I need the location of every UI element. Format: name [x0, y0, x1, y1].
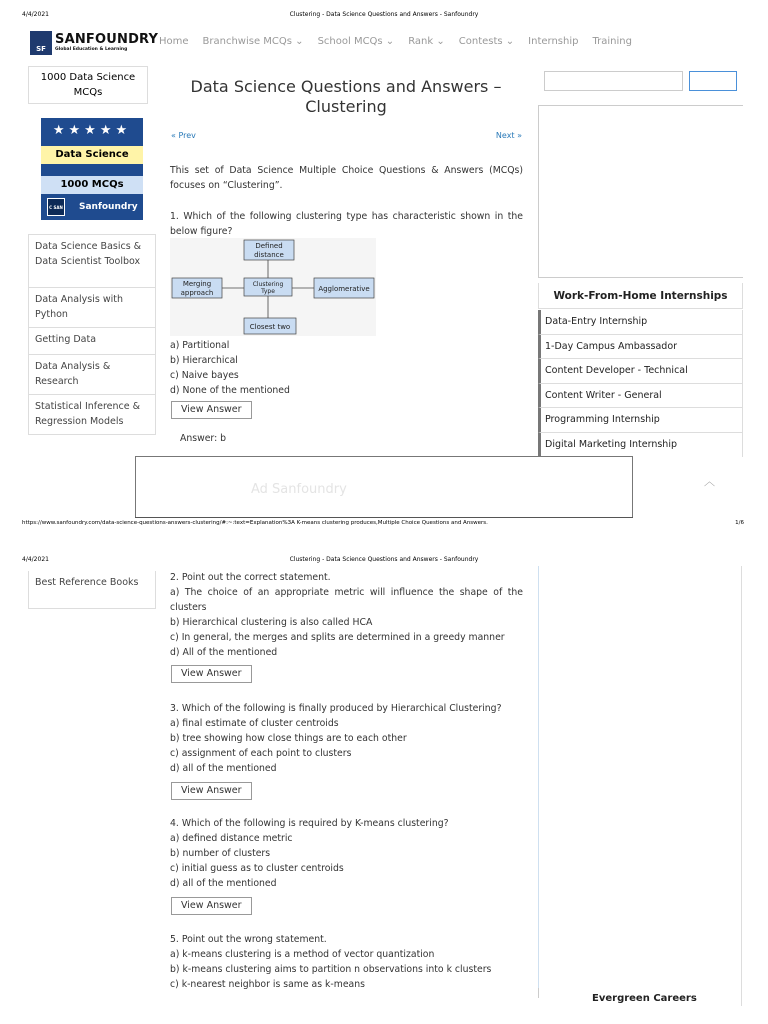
- search-input[interactable]: [544, 71, 683, 91]
- intro-text: [170, 163, 523, 193]
- diagram-right: Agglomerative: [318, 285, 370, 293]
- q3-text: 3. Which of the following is finally produced by Hierarchical Clustering?: [170, 703, 502, 714]
- book-subject: Data Science: [41, 146, 143, 164]
- q4-option-d: d) all of the mentioned: [170, 878, 277, 889]
- sidebar-item-python[interactable]: Data Analysis with Python: [28, 288, 156, 328]
- diagram-top-l2: distance: [254, 251, 284, 259]
- question-5: [170, 932, 523, 992]
- wfh-item-content-developer[interactable]: Content Developer - Technical: [538, 359, 743, 384]
- diagram-node-left: [172, 278, 222, 298]
- view-answer-button[interactable]: View Answer: [171, 401, 252, 419]
- q1-option-b: b) Hierarchical: [170, 355, 238, 366]
- diagram-top-l1: Defined: [255, 242, 283, 250]
- question-1-options: [170, 338, 523, 446]
- wfh-item-digital-marketing[interactable]: Digital Marketing Internship: [538, 433, 743, 458]
- pagination-links: [171, 131, 522, 140]
- q5-text: 5. Point out the wrong statement.: [170, 934, 327, 945]
- q1-option-a: a) Partitional: [170, 340, 230, 351]
- stars-icon: ★★★★★: [52, 123, 132, 138]
- view-answer-button[interactable]: View Answer: [171, 782, 252, 800]
- search-button[interactable]: [689, 71, 737, 91]
- question-4: [170, 816, 523, 915]
- diagram-center-l2: Type: [261, 288, 275, 295]
- wfh-internships-list: [538, 310, 743, 457]
- print-url: https://www.sanfoundry.com/data-science-questions-answers-clustering/#:~:text=Explanation%3A K-means clustering produces,Multiple Choice Questions and Answers.: [22, 520, 488, 526]
- q5-option-c: c) k-nearest neighbor is same as k-means: [170, 979, 365, 990]
- diagram-node-top: [244, 240, 294, 260]
- diagram-node-right: [314, 278, 374, 298]
- sidebar-item-best-reference-books[interactable]: Best Reference Books: [28, 571, 156, 609]
- nav-internship[interactable]: Internship: [528, 36, 579, 47]
- sidebar-box-title[interactable]: 1000 Data Science MCQs: [28, 66, 148, 104]
- intro-paragraph: This set of Data Science Multiple Choice Questions & Answers (MCQs) focuses on “Clustering”.: [170, 165, 523, 191]
- diagram-node-bottom: [244, 318, 296, 334]
- right-column-bottom-border: [538, 988, 539, 998]
- evergreen-careers-title: Evergreen Careers: [592, 993, 697, 1004]
- diagram-left-l2: approach: [180, 289, 214, 297]
- diagram-center-l1: Clustering: [252, 281, 284, 288]
- wfh-item-content-writer[interactable]: Content Writer - General: [538, 384, 743, 409]
- q3-option-b: b) tree showing how close things are to each other: [170, 733, 407, 744]
- nav-school-mcqs[interactable]: School MCQs ⌄: [317, 36, 395, 47]
- q2-option-d: d) All of the mentioned: [170, 647, 278, 658]
- nav-contests[interactable]: Contests ⌄: [458, 36, 515, 47]
- print-page-number: 1/6: [735, 520, 744, 526]
- wfh-item-programming[interactable]: Programming Internship: [538, 408, 743, 433]
- publisher-logo-icon: C SAN: [47, 198, 65, 216]
- book-publisher: Sanfoundry: [79, 202, 138, 212]
- question-3: [170, 701, 523, 800]
- q3-option-d: d) all of the mentioned: [170, 763, 277, 774]
- nav-training[interactable]: Training: [592, 36, 632, 47]
- q5-option-b: b) k-means clustering aims to partition n observations into k clusters: [170, 964, 492, 975]
- print-title-2: Clustering - Data Science Questions and Answers - Sanfoundry: [289, 556, 479, 563]
- diagram-node-center: [244, 278, 292, 296]
- diagram-bottom: Closest two: [249, 323, 291, 331]
- page-title: Data Science Questions and Answers – Clustering: [190, 77, 502, 116]
- q2-option-b: b) Hierarchical clustering is also called HCA: [170, 617, 373, 628]
- prev-link[interactable]: « Prev: [171, 131, 196, 140]
- logo-mark: SF: [30, 31, 52, 55]
- print-date: 4/4/2021: [22, 11, 49, 18]
- nav-branchwise-mcqs[interactable]: Branchwise MCQs ⌄: [202, 36, 304, 47]
- logo-name: SANFOUNDRY: [55, 32, 159, 47]
- sidebar-menu-page-2: [28, 571, 156, 609]
- question-1-text: 1. Which of the following clustering type has characteristic shown in the below figure?: [170, 211, 523, 237]
- q4-option-b: b) number of clusters: [170, 848, 271, 859]
- chevron-up-icon[interactable]: ︿: [704, 475, 715, 488]
- clustering-diagram: [170, 238, 376, 336]
- right-column-border-outer: [741, 566, 742, 1006]
- q2-option-c: c) In general, the merges and splits are determined in a greedy manner: [170, 632, 505, 643]
- q4-text: 4. Which of the following is required by K-means clustering?: [170, 818, 449, 829]
- ad-faded-text: Ad Sanfoundry: [251, 482, 347, 497]
- book-cover-image[interactable]: [41, 118, 143, 220]
- q1-answer: Answer: b: [180, 433, 227, 444]
- next-link[interactable]: Next »: [495, 131, 522, 140]
- ad-frame: [538, 105, 743, 278]
- right-column-border: [538, 566, 539, 996]
- ad-divider: [135, 517, 633, 518]
- wfh-item-campus-ambassador[interactable]: 1-Day Campus Ambassador: [538, 335, 743, 360]
- sidebar-item-statistical-inference[interactable]: Statistical Inference & Regression Models: [28, 395, 156, 435]
- diagram-left-l1: Merging: [182, 280, 212, 288]
- q4-option-c: c) initial guess as to cluster centroids: [170, 863, 344, 874]
- view-answer-button[interactable]: View Answer: [171, 665, 252, 683]
- q5-option-a: a) k-means clustering is a method of vector quantization: [170, 949, 435, 960]
- print-title: Clustering - Data Science Questions and Answers - Sanfoundry: [289, 11, 479, 18]
- q3-option-a: a) final estimate of cluster centroids: [170, 718, 339, 729]
- nav-rank[interactable]: Rank ⌄: [408, 36, 445, 47]
- q1-option-d: d) None of the mentioned: [170, 385, 290, 396]
- q2-option-a: a) The choice of an appropriate metric will influence the shape of the clusters: [170, 587, 523, 613]
- sidebar-item-analysis-research[interactable]: Data Analysis & Research: [28, 355, 156, 395]
- nav-home[interactable]: Home: [159, 36, 189, 47]
- q2-text: 2. Point out the correct statement.: [170, 572, 331, 583]
- q1-option-c: c) Naive bayes: [170, 370, 239, 381]
- print-header: [0, 0, 768, 18]
- wfh-internships-title: Work-From-Home Internships: [538, 283, 743, 309]
- main-nav: [159, 36, 646, 47]
- sidebar-menu: [28, 234, 156, 435]
- print-date-2: 4/4/2021: [22, 556, 49, 563]
- logo-tagline: Global Education & Learning: [55, 47, 128, 52]
- q3-option-c: c) assignment of each point to clusters: [170, 748, 352, 759]
- sticky-ad-overlay[interactable]: [135, 456, 715, 518]
- sidebar-item-basics[interactable]: Data Science Basics & Data Scientist Toolbox: [28, 234, 156, 288]
- question-2: [170, 570, 523, 683]
- question-1: [170, 209, 523, 239]
- print-header-page-2: [0, 545, 768, 563]
- book-count: 1000 MCQs: [41, 176, 143, 194]
- view-answer-button[interactable]: View Answer: [171, 897, 252, 915]
- wfh-item-data-entry[interactable]: Data-Entry Internship: [538, 310, 743, 335]
- sidebar-item-getting-data[interactable]: Getting Data: [28, 328, 156, 355]
- site-logo[interactable]: [30, 30, 158, 56]
- q4-option-a: a) defined distance metric: [170, 833, 293, 844]
